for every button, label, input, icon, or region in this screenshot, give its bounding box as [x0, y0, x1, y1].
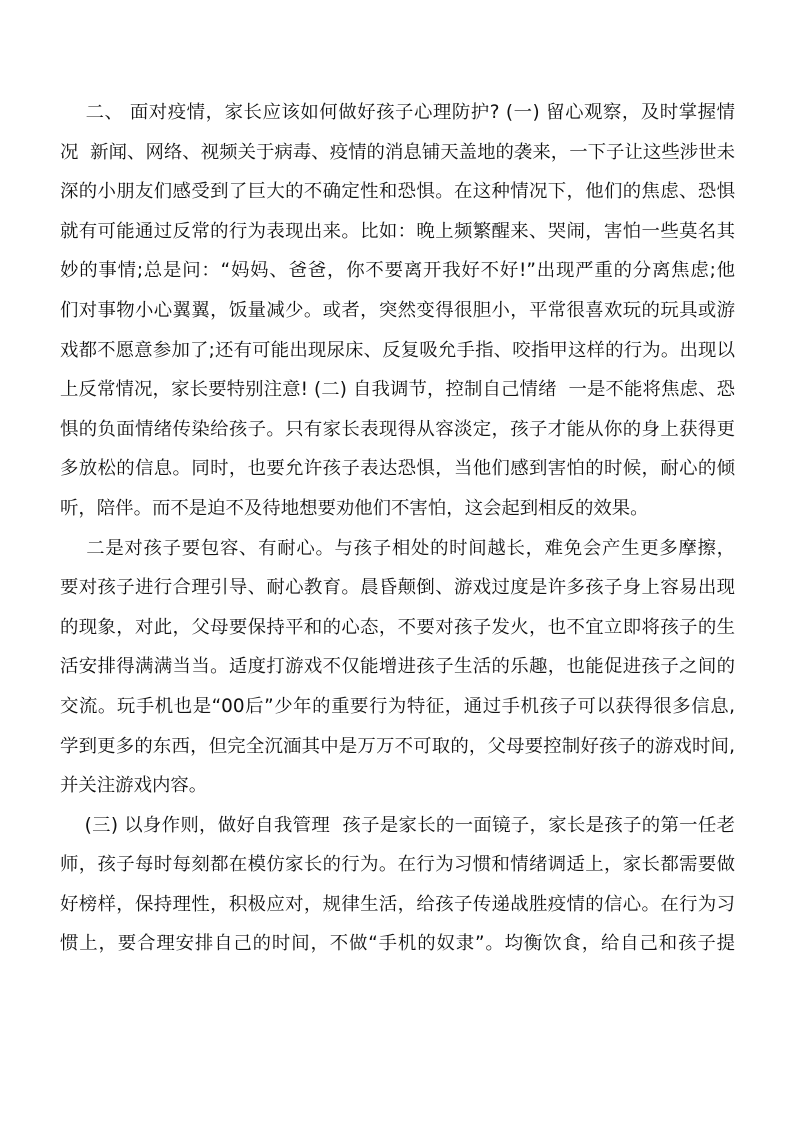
text-line: 交流。玩手机也是“00后”少年的重要行为特征，通过手机孩子可以获得很多信息,: [60, 695, 735, 717]
text-line: 们对事物小心翼翼，饭量减少。或者，突然变得很胆小，平常很喜欢玩的玩具或游: [60, 299, 735, 321]
text-line: 师，孩子每时每刻都在模仿家长的行为。在行为习惯和情绪调适上，家长都需要做: [60, 854, 735, 876]
text-line: 活安排得满满当当。适度打游戏不仅能增进孩子生活的乐趣，也能促进孩子之间的: [60, 656, 735, 678]
text-line: 况 新闻、网络、视频关于病毒、疫情的消息铺天盖地的袭来，一下子让这些涉世未: [60, 141, 735, 163]
text-line: 就有可能通过反常的行为表现出来。比如：晚上频繁醒来、哭闹，害怕一些莫名其: [60, 220, 735, 242]
document-body: [60, 93, 735, 964]
text-line: 妙的事情;总是问：“妈妈、爸爸，你不要离开我好不好!”出现严重的分离焦虑;他: [60, 260, 735, 282]
text-line: (三) 以身作则，做好自我管理 孩子是家长的一面镜子，家长是孩子的第一任老: [60, 814, 735, 836]
text-line: 深的小朋友们感受到了巨大的不确定性和恐惧。在这种情况下，他们的焦虑、恐惧: [60, 181, 735, 203]
text-line: 学到更多的东西，但完全沉湎其中是万万不可取的，父母要控制好孩子的游戏时间,: [60, 735, 735, 757]
text-line: 惧的负面情绪传染给孩子。只有家长表现得从容淡定，孩子才能从你的身上获得更: [60, 418, 735, 440]
paragraph-2: [60, 529, 735, 806]
text-line: 二、 面对疫情，家长应该如何做好孩子心理防护? (一) 留心观察，及时掌握情: [60, 102, 735, 123]
text-line: 二是对孩子要包容、有耐心。与孩子相处的时间越长，难免会产生更多摩擦，: [60, 537, 735, 559]
text-line: 的现象，对此，父母要保持平和的心态，不要对孩子发火，也不宜立即将孩子的生: [60, 616, 735, 638]
text-line: 好榜样，保持理性，积极应对，规律生活，给孩子传递战胜疫情的信心。在行为习: [60, 893, 735, 915]
paragraph-1: [60, 93, 735, 529]
text-line: 并关注游戏内容。: [60, 775, 208, 797]
text-line: 戏都不愿意参加了;还有可能出现尿床、反复吸允手指、咬指甲这样的行为。出现以: [60, 339, 735, 361]
text-line: 多放松的信息。同时，也要允许孩子表达恐惧，当他们感到害怕的时候，耐心的倾: [60, 458, 735, 480]
text-line: 听，陪伴。而不是迫不及待地想要劝他们不害怕，这会起到相反的效果。: [60, 497, 649, 519]
text-line: 要对孩子进行合理引导、耐心教育。晨昏颠倒、游戏过度是许多孩子身上容易出现: [60, 577, 735, 599]
text-line: 上反常情况，家长要特别注意! (二) 自我调节，控制自己情绪 一是不能将焦虑、恐: [60, 379, 735, 401]
paragraph-3: [60, 806, 735, 964]
text-line: 惯上，要合理安排自己的时间，不做“手机的奴隶”。均衡饮食，给自己和孩子提: [60, 933, 735, 955]
